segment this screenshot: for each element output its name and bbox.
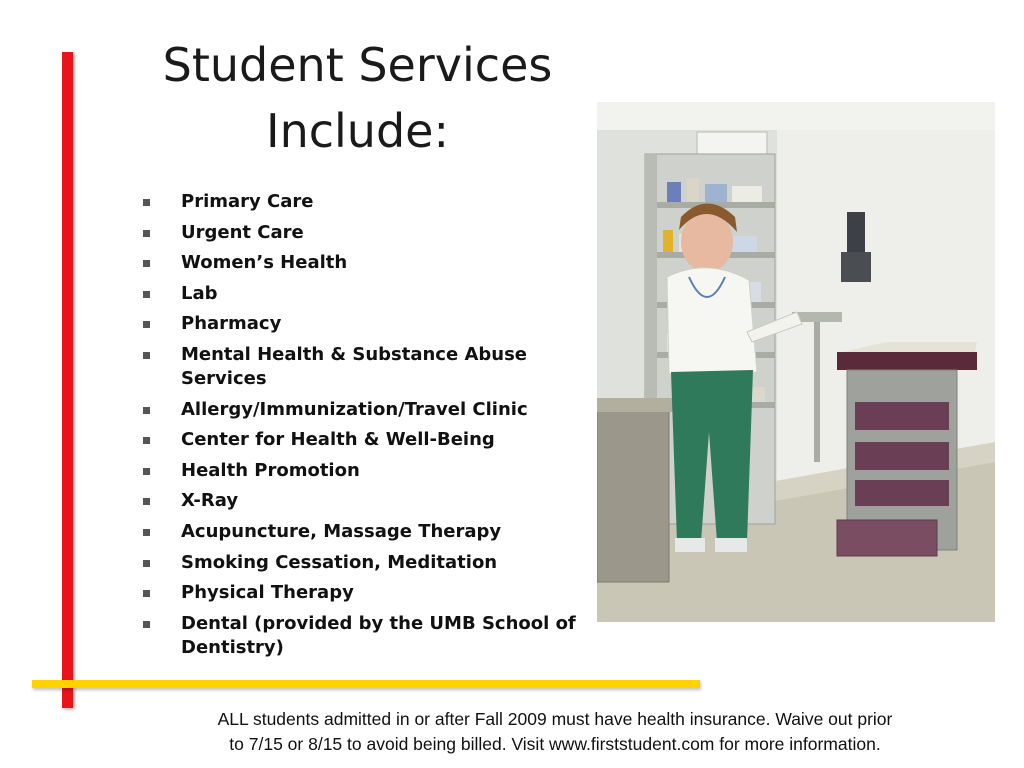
square-bullet-icon xyxy=(143,437,150,444)
square-bullet-icon xyxy=(143,321,150,328)
service-label: Women’s Health xyxy=(181,252,348,274)
title-line-1: Student Services xyxy=(162,38,553,92)
list-item xyxy=(140,612,580,660)
square-bullet-icon xyxy=(143,560,150,567)
square-bullet-icon xyxy=(143,498,150,505)
square-bullet-icon xyxy=(143,352,150,359)
service-label: Health Promotion xyxy=(181,459,360,481)
list-item xyxy=(140,221,580,245)
exam-room-photo xyxy=(597,102,995,622)
list-item xyxy=(140,398,580,422)
list-item xyxy=(140,428,580,452)
service-label: Allergy/Immunization/Travel Clinic xyxy=(181,398,528,420)
service-label: Urgent Care xyxy=(181,221,304,243)
service-label: Lab xyxy=(181,282,218,304)
services-list xyxy=(140,190,580,666)
service-label: X-Ray xyxy=(181,490,239,512)
notice-line-2: to 7/15 or 8/15 to avoid being billed. Visit www.firststudent.com for more information. xyxy=(229,734,881,754)
list-item xyxy=(140,282,580,306)
square-bullet-icon xyxy=(143,407,150,414)
insurance-notice xyxy=(150,707,960,757)
list-item xyxy=(140,251,580,275)
list-item xyxy=(140,312,580,336)
list-item xyxy=(140,343,580,391)
service-label: Primary Care xyxy=(181,191,314,212)
list-item xyxy=(140,190,580,214)
yellow-accent-bar xyxy=(32,680,700,688)
square-bullet-icon xyxy=(143,468,150,475)
square-bullet-icon xyxy=(143,529,150,536)
square-bullet-icon xyxy=(143,260,150,267)
service-label: Mental Health & Substance Abuse Services xyxy=(181,343,527,389)
service-label: Center for Health & Well-Being xyxy=(181,429,495,451)
square-bullet-icon xyxy=(143,199,150,206)
service-label: Dental (provided by the UMB School of Dentistry) xyxy=(181,612,576,658)
notice-line-1: ALL students admitted in or after Fall 2009 must have health insurance. Waive out prior xyxy=(217,709,893,729)
service-label: Acupuncture, Massage Therapy xyxy=(181,520,502,542)
red-accent-bar xyxy=(62,52,73,708)
title-line-2: Include: xyxy=(266,104,449,158)
list-item xyxy=(140,459,580,483)
service-label: Physical Therapy xyxy=(181,582,354,604)
square-bullet-icon xyxy=(143,590,150,597)
square-bullet-icon xyxy=(143,230,150,237)
slide-title xyxy=(130,32,585,164)
list-item xyxy=(140,520,580,544)
list-item xyxy=(140,581,580,605)
list-item xyxy=(140,551,580,575)
square-bullet-icon xyxy=(143,621,150,628)
square-bullet-icon xyxy=(143,291,150,298)
service-label: Smoking Cessation, Meditation xyxy=(181,551,498,573)
service-label: Pharmacy xyxy=(181,313,282,335)
list-item xyxy=(140,489,580,513)
